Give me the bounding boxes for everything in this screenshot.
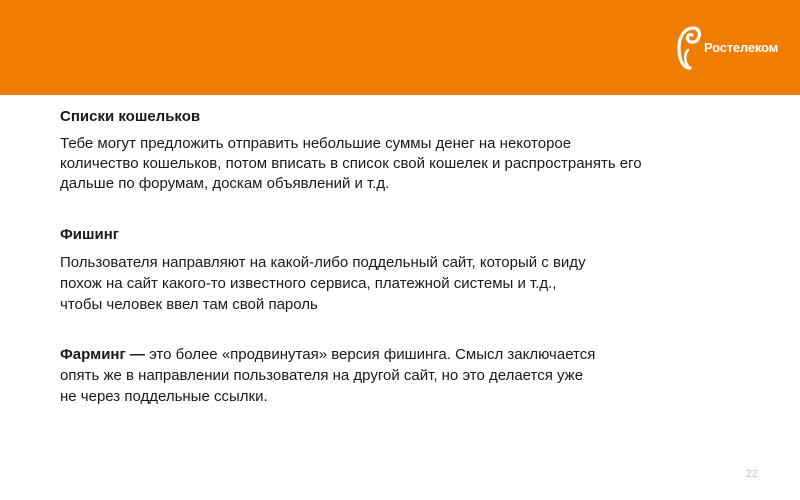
- section-body-phishing: [60, 252, 760, 315]
- brand-logo: [676, 22, 778, 72]
- section-pharming: [60, 344, 760, 407]
- brand-logo-text: Ростелеком: [704, 39, 778, 55]
- page-number: 22: [745, 468, 758, 480]
- text-line: Пользователя направляют на какой-либо поддельный сайт, который с виду: [60, 254, 586, 271]
- text-line: [60, 344, 760, 365]
- text-line: количество кошельков, потом вписать в список свой кошелек и распространять его: [60, 155, 642, 172]
- text-line: не через поддельные ссылки.: [60, 388, 268, 405]
- text-line: похож на сайт какого-то известного сервиса, платежной системы и т.д.,: [60, 275, 557, 292]
- section-heading-phishing: Фишинг: [60, 226, 120, 243]
- text-line: Тебе могут предложить отправить небольшие суммы денег на некоторое: [60, 135, 572, 152]
- text-fragment: это более «продвинутая» версия фишинга. Смысл заключается: [144, 346, 596, 363]
- section-wallet-lists: [60, 107, 760, 194]
- section-phishing: [60, 225, 760, 315]
- section-body-wallet-lists: [60, 134, 760, 194]
- section-heading-wallet-lists: Списки кошельков: [60, 108, 201, 125]
- rostelecom-logo-icon: [676, 24, 702, 70]
- text-line: опять же в направлении пользователя на другой сайт, но это делается уже: [60, 367, 584, 384]
- term-pharming: Фарминг —: [60, 346, 145, 363]
- header-band: [0, 0, 800, 95]
- text-line: чтобы человек ввел там свой пароль: [60, 296, 318, 313]
- text-line: дальше по форумам, доскам объявлений и т.д.: [60, 175, 390, 192]
